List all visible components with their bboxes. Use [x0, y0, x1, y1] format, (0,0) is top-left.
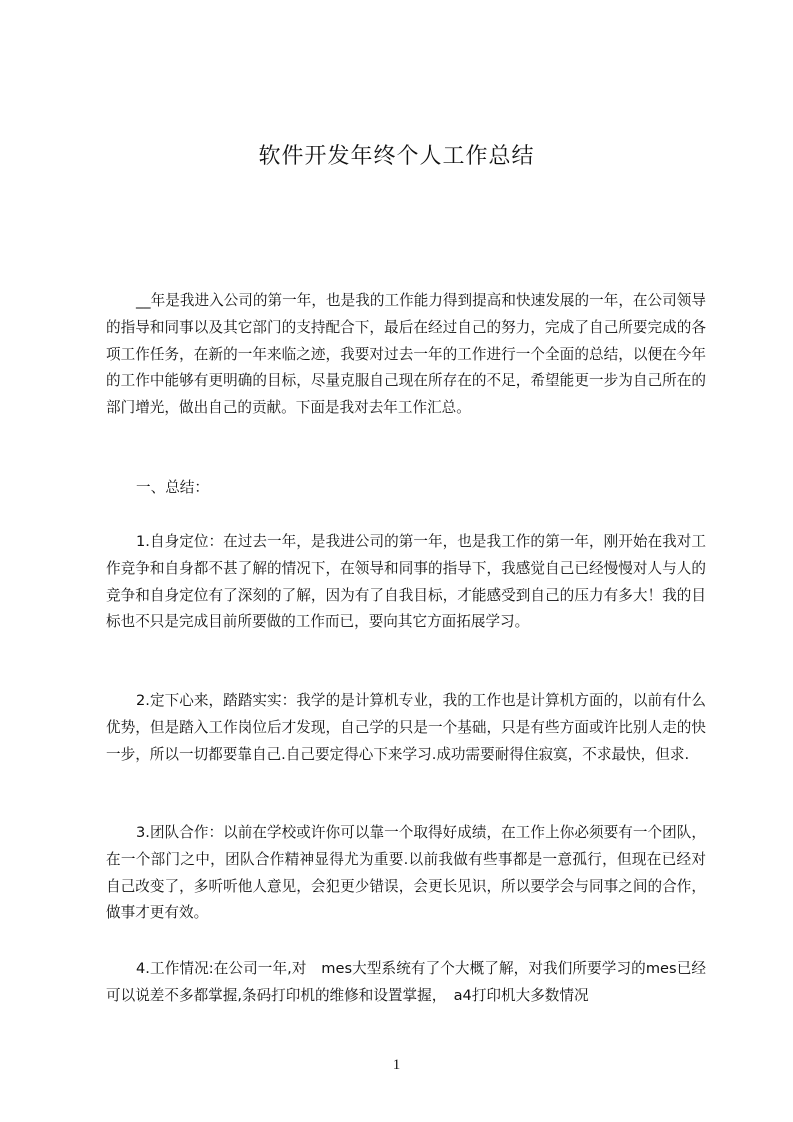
intro-paragraph: __年是我进入公司的第一年，也是我的工作能力得到提高和快速发展的一年，在公司领导的指导和同事以及其它部门的支持配合下，最后在经过自己的努力，完成了自己所要完成的各项工作任务，在新的一年来临之迹，我要对过去一年的工作进行一个全面的总结，以便在今年的工作中能够有更明确的目标，尽量克服自己现在所存在的不足，希望能更一步为自己所在的部门增光，做出自己的贡献。下面是我对去年工作汇总。: [106, 292, 706, 417]
item-teamwork: 3.团队合作：以前在学校或许你可以靠一个取得好成绩，在工作上你必须要有一个团队，在一个部门之中，团队合作精神显得尤为重要.以前我做有些事都是一意孤行，但现在已经对自己改变了，多听听他人意见，会犯更少错误，会更长见识，所以要学会与同事之间的合作，做事才更有效。: [106, 824, 706, 922]
item-settle-down: 2.定下心来，踏踏实实：我学的是计算机专业，我的工作也是计算机方面的，以前有什么优势，但是踏入工作岗位后才发现，自己学的只是一个基础，只是有些方面或许比别人走的快一步，所以一切都要靠自己.自己要定得心下来学习.成功需要耐得住寂寞，不求最快，但求.: [106, 692, 706, 763]
section-heading: 一、总结：: [136, 479, 209, 496]
page-number: 1: [392, 1057, 401, 1073]
document-title: 软件开发年终个人工作总结: [258, 144, 535, 169]
item-self-positioning: 1.自身定位：在过去一年，是我进公司的第一年，也是我工作的第一年，刚开始在我对工作竞争和自身都不甚了解的情况下，在领导和同事的指导下，我感觉自己已经慢慢对人与人的竞争和自身定位有了深刻的了解，因为有了自我目标，才能感受到自己的压力有多大！我的目标也不只是完成目前所要做的工作而已，要向其它方面拓展学习。: [106, 533, 706, 631]
item-work-status: 4.工作情况:在公司一年,对 mes大型系统有了个大概了解，对我们所要学习的mes已经可以说差不多都掌握,条码打印机的维修和设置掌握， a4打印机大多数情况: [106, 960, 706, 1004]
